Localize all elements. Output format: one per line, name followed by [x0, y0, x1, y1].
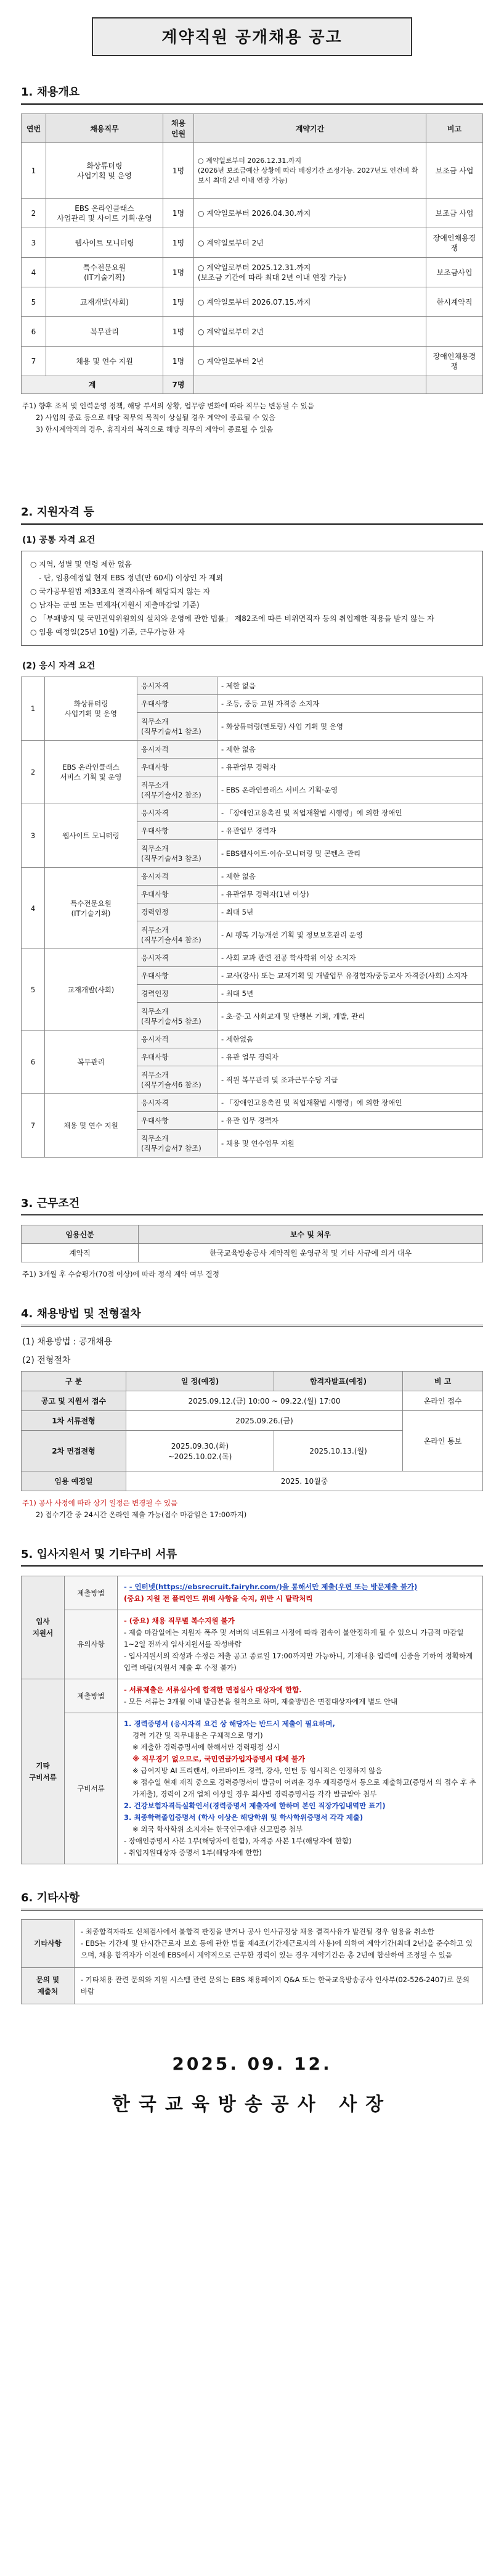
section-title: 1. 채용개요 [21, 83, 483, 105]
headcount: 1명 [163, 317, 194, 347]
requirement-label: 우대사항 [137, 695, 217, 713]
common-qualifications [21, 551, 483, 646]
sub-cell: 제출방법 [65, 1576, 118, 1610]
requirement-value: - 유관 업무 경력자 [217, 1112, 483, 1130]
table-row [22, 228, 483, 258]
remark: 보조금 사업 [426, 143, 483, 199]
remark: 한시계약직 [426, 287, 483, 317]
section-overview [21, 83, 483, 435]
table-row [22, 143, 483, 199]
total-label: 계 [22, 376, 163, 394]
job-title: 웹사이트 모니터링 [46, 228, 163, 258]
note-line: 주1) 공사 사정에 따라 상기 일정은 변경될 수 있음 [22, 1499, 178, 1507]
contact-cell: - 기타채용 관련 문의와 지원 시스템 관련 문의는 EBS 채용페이지 Q&A 또는 한국교육방송공사 인사부(02-526-2407)로 문의 바람 [75, 1968, 483, 2004]
sub-title: (2) 응시 자격 요건 [22, 661, 96, 671]
section-qualifications [21, 503, 483, 1158]
process-table [21, 1371, 483, 1491]
col-header: 구 분 [22, 1372, 126, 1391]
requirement-value: - 유관업무 경력자 [217, 759, 483, 776]
job-requirements-table [21, 677, 483, 1158]
table-row [22, 804, 483, 822]
row-label: 1차 서류전형 [22, 1411, 126, 1431]
contract-period: ○ 계약일로부터 2026.04.30.까지 [194, 199, 426, 228]
caution-line: - 제출 마감일에는 지원자 폭주 및 서버의 네트워크 사정에 따라 접속이 불안정하게 될 수 있으니 가급적 마감일 1~2일 전까지 입사지원서를 작성바람 [124, 1628, 464, 1648]
job-position: 교재개발(사회) [45, 949, 137, 1031]
status-cell: 계약직 [22, 1244, 139, 1262]
requirement-value: - 화상튜터링(멘토링) 사업 기획 및 운영 [217, 713, 483, 741]
section-title: 6. 기타사항 [21, 1889, 483, 1911]
contract-period: ○ 계약일로부터 2026.12.31.까지 (2026년 보조금예산 상황에 따라 배정기간 조정가능. 2027년도 인건비 확보시 최대 2년 이내 연장 가능) [194, 143, 426, 199]
schedule-cell: 2025.09.12.(금) 10:00 ~ 09.22.(월) 17:00 [126, 1391, 403, 1411]
requirement-value: - 직원 복무관리 및 조과근무수당 지급 [217, 1066, 483, 1094]
requirement-value: - EBS웹사이트·이슈·모니터링 및 콘텐츠 관리 [217, 840, 483, 868]
requirement-label: 직무소개 (직무기술서2 참조) [137, 776, 217, 804]
requirement-value: - 제한 없음 [217, 868, 483, 886]
table-row [22, 1094, 483, 1112]
col-header: 임용신분 [22, 1225, 139, 1244]
requirement-value: - 유관업무 경력자 [217, 822, 483, 840]
requirement-label: 응시자격 [137, 741, 217, 759]
requirement-label: 우대사항 [137, 1112, 217, 1130]
remark: 장애인채용경쟁 [426, 347, 483, 376]
section-conditions [21, 1195, 483, 1280]
headcount: 1명 [163, 143, 194, 199]
table-row [22, 741, 483, 759]
overview-notes [22, 400, 483, 435]
requirement-label: 직무소개 (직무기술서6 참조) [137, 1066, 217, 1094]
requirement-label: 우대사항 [137, 1048, 217, 1066]
table-row [22, 287, 483, 317]
requirement-value: - 제한없음 [217, 1031, 483, 1048]
requirement-value: - 유관 업무 경력자 [217, 1048, 483, 1066]
requirement-label: 우대사항 [137, 967, 217, 985]
pay-cell: 한국교육방송공사 계약직원 운영규칙 및 기타 사규에 의거 대우 [139, 1244, 483, 1262]
announcement-date: 2025. 09. 12. [172, 2054, 332, 2074]
row-number: 2 [22, 199, 46, 228]
requirement-label: 응시자격 [137, 1094, 217, 1112]
submit-cell [118, 1679, 483, 1713]
contract-period: ○ 계약일로부터 2025.12.31.까지 (보조금 기간에 따라 최대 2년 이내 연장 가능) [194, 258, 426, 287]
col-header: 연번 [22, 114, 46, 143]
requirement-label: 직무소개 (직무기술서5 참조) [137, 1003, 217, 1031]
sub-title: (1) 공통 자격 요건 [22, 535, 96, 545]
row-label: 공고 및 지원서 접수 [22, 1391, 126, 1411]
job-position: 복무관리 [45, 1031, 137, 1094]
requirement-label: 응시자격 [137, 949, 217, 967]
docs-cell [118, 1713, 483, 1864]
docs-line: ※ 직무경기 없으므로, 국민연금가입자증명서 대체 불가 [132, 1755, 305, 1763]
remark: 보조금 사업 [426, 199, 483, 228]
row-number: 6 [22, 317, 46, 347]
headcount: 1명 [163, 228, 194, 258]
table-row [22, 199, 483, 228]
contract-period: ○ 계약일로부터 2년 [194, 347, 426, 376]
docs-line: ※ 외국 학사학위 소지자는 한국연구재단 신고필증 첨부 [132, 1825, 303, 1833]
sub-cell: 구비서류 [65, 1713, 118, 1864]
category-cell: 입사 지원서 [22, 1576, 65, 1679]
job-number: 5 [22, 949, 45, 1031]
conditions-table [21, 1225, 483, 1262]
section-title: 3. 근무조건 [21, 1195, 483, 1216]
method-text: - - 인터넷(https://ebsrecruit.fairyhr.com/)을 통해서만 제출(우편 또는 방문제출 불가) [124, 1582, 418, 1591]
caution-line: - 입사지원서의 작성과 수정은 제출 공고 종료일 17:00까지만 가능하니, 기재내용 입력에 신중을 기하여 정확하게 입력 바람(지원서 제출 후 수정 불가) [124, 1652, 473, 1672]
table-row [22, 347, 483, 376]
row-number: 4 [22, 258, 46, 287]
requirement-value: - 최대 5년 [217, 903, 483, 921]
table-row [22, 677, 483, 695]
schedule-cell: 2025.09.30.(화) ~2025.10.02.(목) [126, 1431, 274, 1471]
requirement-value: - 채용 및 연수업무 지원 [217, 1130, 483, 1158]
col-header: 비고 [426, 114, 483, 143]
qual-line: - 단, 임용예정일 현재 EBS 정년(만 60세) 이상인 자 제외 [39, 574, 223, 582]
col-header: 일 정(예정) [126, 1372, 274, 1391]
row-number: 7 [22, 347, 46, 376]
requirement-value: - 유관업무 경력자(1년 이상) [217, 886, 483, 903]
requirement-value: - 초·중·고 사회교재 및 단행본 기획, 개발, 관리 [217, 1003, 483, 1031]
requirement-label: 우대사항 [137, 886, 217, 903]
requirement-value: - 사회 교과 관련 전공 학사학위 이상 소지자 [217, 949, 483, 967]
section-process [21, 1305, 483, 1521]
requirement-label: 응시자격 [137, 1031, 217, 1048]
headcount: 1명 [163, 199, 194, 228]
table-row [22, 258, 483, 287]
section-documents [21, 1545, 483, 1864]
conditions-note: 주1) 3개월 후 수습평가(70점 이상)에 따라 정식 계약 여부 결정 [22, 1270, 220, 1278]
method-line: (1) 채용방법 : 공개채용 [22, 1337, 113, 1347]
remark-cell: 온라인 접수 [403, 1391, 483, 1411]
method-cell [118, 1576, 483, 1610]
remark [426, 317, 483, 347]
section-title: 5. 입사지원서 및 기타구비 서류 [21, 1545, 483, 1567]
job-title: EBS 온라인클래스 사업관리 및 사이트 기획·운영 [46, 199, 163, 228]
job-title: 특수전문요원 (IT기술기획) [46, 258, 163, 287]
announce-cell: 2025.10.13.(월) [274, 1431, 403, 1471]
table-row [22, 868, 483, 886]
table-row [22, 317, 483, 347]
requirement-label: 직무소개 (직무기술서3 참조) [137, 840, 217, 868]
contract-period: ○ 계약일로부터 2026.07.15.까지 [194, 287, 426, 317]
note-line: 2) 접수기간 중 24시간 온라인 제출 가능(접수 마감일은 17:00까지) [36, 1510, 247, 1519]
contract-period: ○ 계약일로부터 2년 [194, 317, 426, 347]
col-header: 채용직무 [46, 114, 163, 143]
qual-line: ○ 국가공무원법 제33조의 결격사유에 해당되지 않는 자 [30, 587, 211, 596]
sub-cell: 제출방법 [65, 1679, 118, 1713]
job-position: 특수전문요원 (IT기술기획) [45, 868, 137, 949]
caution-line: - (중요) 채용 직무별 복수지원 불가 [124, 1616, 235, 1625]
job-number: 1 [22, 677, 45, 741]
docs-line: - 취업지원대상자 증명서 1부(해당자에 한함) [124, 1848, 262, 1857]
requirement-value: - 「장애인고용촉진 및 직업재활법 시행령」에 의한 장애인 [217, 804, 483, 822]
table-row [22, 1031, 483, 1048]
requirement-value: - 제한 없음 [217, 741, 483, 759]
method-warning: (중요) 지원 전 플리인드 위배 사항을 숙지, 위반 시 탈락처리 [124, 1594, 313, 1603]
requirement-label: 직무소개 (직무기술서4 참조) [137, 921, 217, 949]
job-number: 4 [22, 868, 45, 949]
documents-table [21, 1576, 483, 1864]
remark: 보조금사업 [426, 258, 483, 287]
requirement-value: - EBS 온라인클래스 서비스 기획·운영 [217, 776, 483, 804]
job-number: 6 [22, 1031, 45, 1094]
category-cell: 기타 구비서류 [22, 1679, 65, 1864]
note-line: 2) 사업의 종료 등으로 해당 직무의 목적이 상실될 경우 계약이 종료될 수 있음 [36, 413, 275, 422]
etc-table [21, 1919, 483, 2004]
docs-line: - 장애인증명서 사본 1부(해당자에 한함), 자격증 사본 1부(해당자에 한함) [124, 1837, 352, 1845]
requirement-value: - 제한 없음 [217, 677, 483, 695]
requirement-label: 경력인정 [137, 903, 217, 921]
requirement-value: - 조등, 중등 교원 자격증 소지자 [217, 695, 483, 713]
qual-line: ○ 남자는 군필 또는 면제자(지원서 제출마감일 기준) [30, 601, 200, 609]
requirement-label: 직무소개 (직무기술서1 참조) [137, 713, 217, 741]
requirement-label: 우대사항 [137, 822, 217, 840]
section-title: 2. 지원자격 등 [21, 503, 483, 525]
category-cell: 기타사항 [22, 1920, 75, 1968]
docs-line: 1. 경력증명서 (응시자격 요건 상 해당자는 반드시 제출이 필요하며, [124, 1719, 335, 1728]
col-header: 계약기간 [194, 114, 426, 143]
row-number: 3 [22, 228, 46, 258]
requirement-value: - AI 펭톡 기능개선 기획 및 정보보호관리 운영 [217, 921, 483, 949]
sub-cell: 유의사항 [65, 1610, 118, 1679]
docs-line: 3. 최종학력졸업증명서 (학사 이상은 해당학위 및 학사학위증명서 각각 제출) [124, 1813, 364, 1822]
process-notes [22, 1497, 483, 1521]
headcount: 1명 [163, 347, 194, 376]
job-position: 화상튜터링 사업기획 및 운영 [45, 677, 137, 741]
table-row [22, 949, 483, 967]
qual-line: ○ 「부패방지 및 국민권익위원회의 설치와 운영에 관한 법률」 제82조에 따른 비위면직자 등의 취업제한 적용을 받지 않는 자 [30, 614, 434, 623]
requirement-label: 직무소개 (직무기술서7 참조) [137, 1130, 217, 1158]
job-title: 복무관리 [46, 317, 163, 347]
etc-cell [75, 1920, 483, 1968]
col-header: 비 고 [403, 1372, 483, 1391]
requirement-value: - 「장애인고용촉진 및 직업재활법 시행령」에 의한 장애인 [217, 1094, 483, 1112]
requirement-value: - 최대 5년 [217, 985, 483, 1003]
job-position: 채용 및 연수 지원 [45, 1094, 137, 1158]
col-header: 보수 및 처우 [139, 1225, 483, 1244]
submit-line: - 서류제출은 서류심사에 합격한 면접심사 대상자에 한함. [124, 1685, 302, 1694]
row-label: 2차 면접전형 [22, 1431, 126, 1471]
col-header: 채용 인원 [163, 114, 194, 143]
requirement-label: 경력인정 [137, 985, 217, 1003]
docs-line: ※ 급여지방 AI 프리랜서, 아르바이트 경력, 강사, 인턴 등 임시직은 인정하지 않음 [132, 1766, 383, 1775]
total-count: 7명 [163, 376, 194, 394]
etc-line: - EBS는 기간제 및 단시간근로자 보호 등에 관한 법률 제4조(기간제근로자의 사용)에 의하여 계약기간(최대 2년)을 준수하고 있으며, 채용 합격자가 이전에 EBS에서 계약직으로 근무한 경력이 있는 경우 계약기간은 총 2년에 합산하여 조정될 수 있음 [81, 1939, 473, 1959]
issuing-organization: 한국교육방송공사 사장 [112, 2094, 392, 2115]
process-line: (2) 전형절차 [22, 1356, 71, 1365]
qual-line: ○ 지역, 성별 및 연령 제한 없음 [30, 560, 132, 569]
caution-cell [118, 1610, 483, 1679]
job-position: EBS 온라인클래스 서비스 기획 및 운영 [45, 741, 137, 804]
total-row [22, 376, 483, 394]
schedule-cell: 2025.09.26.(금) [126, 1411, 403, 1431]
row-label: 임용 예정일 [22, 1471, 126, 1491]
remark-cell: 온라인 통보 [403, 1411, 483, 1471]
job-position: 웹사이트 모니터링 [45, 804, 137, 868]
section-etc [21, 1889, 483, 2004]
job-title: 교재개발(사회) [46, 287, 163, 317]
etc-line: - 최종합격자라도 신체검사에서 불합격 판정을 받거나 공사 인사규정상 채용 결격사유가 발견될 경우 임용을 취소함 [81, 1927, 434, 1936]
job-title: 채용 및 연수 지원 [46, 347, 163, 376]
note-line: 3) 한시계약직의 경우, 휴직자의 복직으로 해당 직무의 계약이 종료될 수 있음 [36, 425, 274, 434]
col-header: 합격자발표(예정) [274, 1372, 403, 1391]
requirement-label: 우대사항 [137, 759, 217, 776]
job-number: 7 [22, 1094, 45, 1158]
headcount: 1명 [163, 287, 194, 317]
category-cell: 문의 및 제출처 [22, 1968, 75, 2004]
qual-line: ○ 임용 예정일(25년 10월) 기준, 근무가능한 자 [30, 628, 185, 636]
row-number: 1 [22, 143, 46, 199]
note-line: 주1) 향후 조직 및 인력운영 정책, 해당 부서의 상황, 업무량 변화에 따라 직무는 변동될 수 있음 [22, 401, 314, 410]
submit-line: - 모든 서류는 3개월 이내 발급분을 원칙으로 하며, 제출방법은 면접대상자에게 별도 안내 [124, 1697, 398, 1706]
headcount: 1명 [163, 258, 194, 287]
job-number: 2 [22, 741, 45, 804]
section-title: 4. 채용방법 및 전형절차 [21, 1305, 483, 1327]
requirement-label: 응시자격 [137, 677, 217, 695]
contract-period: ○ 계약일로부터 2년 [194, 228, 426, 258]
job-number: 3 [22, 804, 45, 868]
schedule-cell: 2025. 10월중 [126, 1471, 483, 1491]
overview-table [21, 113, 483, 394]
docs-line: ※ 접수일 현재 재직 중으로 경력증명서이 발급이 어려운 경우 재직증명서 등으로 제출하고(증명서 의 접수 후 추가제출), 경력이 2개 업체 이상일 경우 회사별 경력증명서를 각각 발급받아 첨부 [132, 1778, 476, 1798]
docs-line: 2. 건강보험자격득실확인서(경력증명서 제출자에 한하며 본인 직장가입내역만 표기) [124, 1801, 386, 1810]
requirement-label: 응시자격 [137, 804, 217, 822]
requirement-label: 응시자격 [137, 868, 217, 886]
requirement-value: - 교사(강사) 또는 교재기획 및 개발업무 유경험자/중등교사 자격증(사회) 소지자 [217, 967, 483, 985]
docs-line: ※ 제출한 경력증명서에 한해서만 경력평정 실시 [132, 1743, 280, 1751]
row-number: 5 [22, 287, 46, 317]
docs-line: 경력 기간 및 직무내용은 구체적으로 명기) [132, 1731, 263, 1740]
job-title: 화상튜터링 사업기획 및 운영 [46, 143, 163, 199]
apply-link[interactable]: - 인터넷(https://ebsrecruit.fairyhr.com/)을 통해서만 제출(우편 또는 방문제출 불가) [129, 1582, 418, 1591]
remark: 장애인채용경쟁 [426, 228, 483, 258]
page-title: 계약직원 공개채용 공고 [92, 17, 412, 56]
